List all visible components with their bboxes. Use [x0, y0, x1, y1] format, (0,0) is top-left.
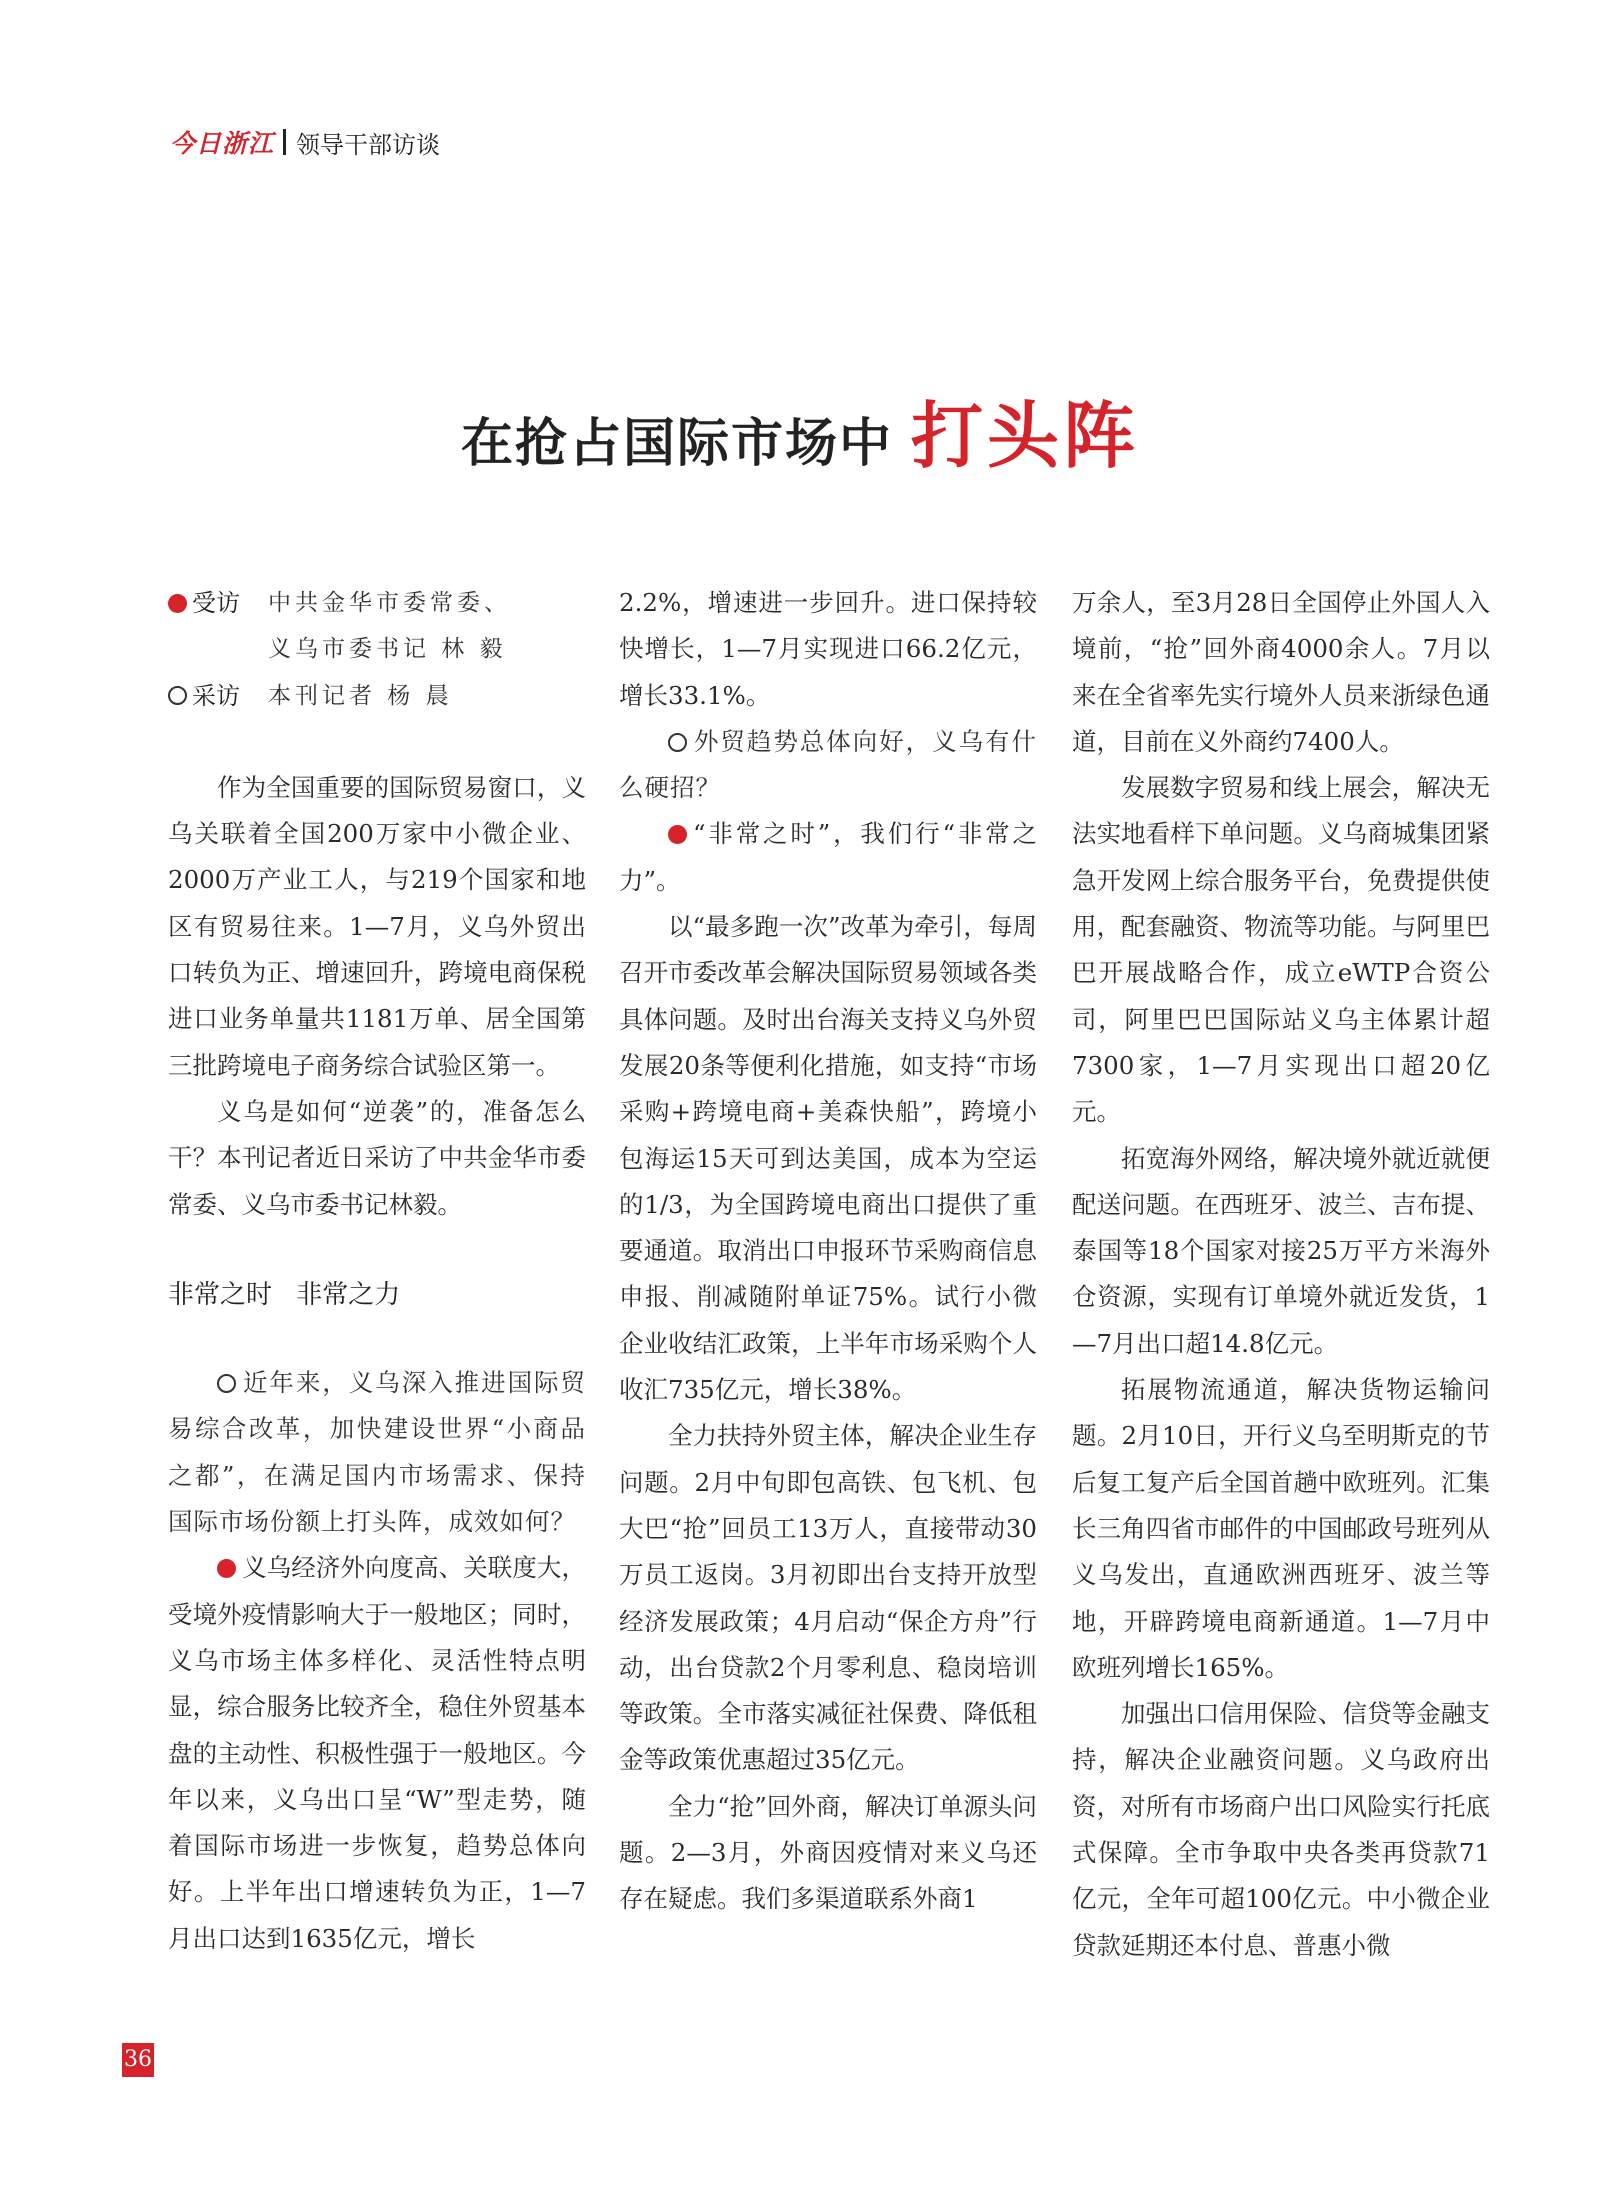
page-number: 36: [122, 2043, 154, 2077]
hollow-bullet-icon: [217, 1374, 236, 1393]
body-paragraph: 发展数字贸易和线上展会，解决无法实地看样下单问题。义乌商城集团紧急开发网上综合服务平台，免费提供使用，配套融资、物流等功能。与阿里巴巴开展战略合作，成立eWTP合资公司，阿里巴巴国际站义乌主体累计超7300家，1—7月实现出口超20亿元。: [1072, 773, 1490, 1127]
title-accent: 打头阵: [911, 393, 1140, 478]
body-paragraph: 以“最多跑一次”改革为牵引，每周召开市委改革会解决国际贸易领域各类具体问题。及时出台海关支持义乌外贸发展20条等便利化措施，如支持“市场采购+跨境电商+美森快船”，跨境小包海运15天可到达美国，成本为空运的1/3，为全国跨境电商出口提供了重要通道。取消出口申报环节采购商信息申报、削减随附单证75%。试行小微企业收结汇政策，上半年市场采购个人收汇735亿元，增长38%。: [619, 912, 1037, 1405]
column-2: [619, 580, 1037, 1923]
header-divider: [283, 129, 286, 155]
page-header: [170, 122, 440, 162]
body-paragraph: 2.2%，增速进一步回升。进口保持较快增长，1—7月实现进口66.2亿元，增长33.1%。: [619, 588, 1037, 710]
answer-paragraph: “非常之时”，我们行“非常之力”。: [619, 819, 1037, 895]
question-paragraph: 近年来，义乌深入推进国际贸易综合改革，加快建设世界“小商品之都”，在满足国内市场需求、保持国际市场份额上打头阵，成效如何？: [168, 1368, 586, 1537]
section-title: 领导干部访谈: [296, 130, 441, 159]
body-paragraph: 全力“抢”回外商，解决订单源头问题。2—3月，外商因疫情对来义乌还存在疑虑。我们多渠道联系外商1: [619, 1791, 1037, 1914]
question-paragraph: 外贸趋势总体向好，义乌有什么硬招？: [619, 726, 1037, 803]
body-paragraph: 全力扶持外贸主体，解决企业生存问题。2月中旬即包高铁、包飞机、包大巴“抢”回员工13万人，直接带动30万员工返岗。3月初即出台支持开放型经济发展政策；4月启动“保企方舟”行动，出台贷款2个月零利息、稳岗培训等政策。全市落实减征社保费、降低租金等政策优惠超过35亿元。: [619, 1421, 1037, 1775]
column-3: [1072, 580, 1490, 1969]
interviewer-info: 本刊记者 杨 晨: [268, 682, 453, 709]
answer-paragraph: 义乌经济外向度高、关联度大，受境外疫情影响大于一般地区；同时，义乌市场主体多样化、灵活性特点明显，综合服务比较齐全，稳住外贸基本盘的主动性、积极性强于一般地区。今年以来，义乌出口呈“W”型走势，随着国际市场进一步恢复，趋势总体向好。上半年出口增速转负为正，1—7月出口达到1635亿元，增长: [168, 1553, 586, 1953]
title-main: 在抢占国际市场中: [460, 413, 893, 474]
section-subheading: 非常之时 非常之力: [168, 1279, 401, 1310]
interviewee-info: 中共金华市委常委、 义乌市委书记 林 毅: [268, 590, 511, 663]
body-paragraph: 拓宽海外网络，解决境外就近就便配送问题。在西班牙、波兰、吉布提、泰国等18个国家对接25万平方米海外仓资源，实现有订单境外就近发货，1—7月出口超14.8亿元。: [1072, 1143, 1490, 1358]
red-bullet-icon: [668, 825, 687, 844]
interviewee-label: 受访: [168, 580, 268, 626]
red-bullet-icon: [168, 594, 187, 613]
red-bullet-icon: [217, 1559, 236, 1578]
column-1: [168, 580, 586, 1962]
magazine-logo: 今日浙江: [170, 129, 275, 158]
interviewer-label: 采访: [168, 673, 268, 719]
interviewer-row: [168, 673, 586, 719]
intro-paragraph: 义乌是如何“逆袭”的，准备怎么干？本刊记者近日采访了中共金华市委常委、义乌市委书记林毅。: [168, 1096, 586, 1219]
spacer: [168, 719, 586, 765]
intro-paragraph: 作为全国重要的国际贸易窗口，义乌关联着全国200万家中小微企业、2000万产业工人，与219个国家和地区有贸易往来。1—7月，义乌外贸出口转负为正、增速回升，跨境电商保税进口业务单量共1181万单、居全国第三批跨境电子商务综合试验区第一。: [168, 772, 586, 1080]
body-paragraph: 万余人，至3月28日全国停止外国人入境前，“抢”回外商4000余人。7月以来在全省率先实行境外人员来浙绿色通道，目前在义外商约7400人。: [1072, 588, 1490, 756]
article-title: [0, 378, 1600, 482]
interviewee-row: [168, 580, 586, 673]
body-paragraph: 拓展物流通道，解决货物运输问题。2月10日，开行义乌至明斯克的节后复工复产后全国首趟中欧班列。汇集长三角四省市邮件的中国邮政号班列从义乌发出，直通欧洲西班牙、波兰等地，开辟跨境电商新通道。1—7月中欧班列增长165%。: [1072, 1375, 1490, 1682]
body-paragraph: 加强出口信用保险、信贷等金融支持，解决企业融资问题。义乌政府出资，对所有市场商户出口风险实行托底式保障。全市争取中央各类再贷款71亿元，全年可超100亿元。中小微企业贷款延期还本付息、普惠小微: [1072, 1699, 1490, 1960]
hollow-bullet-icon: [168, 686, 187, 705]
hollow-bullet-icon: [668, 733, 687, 752]
